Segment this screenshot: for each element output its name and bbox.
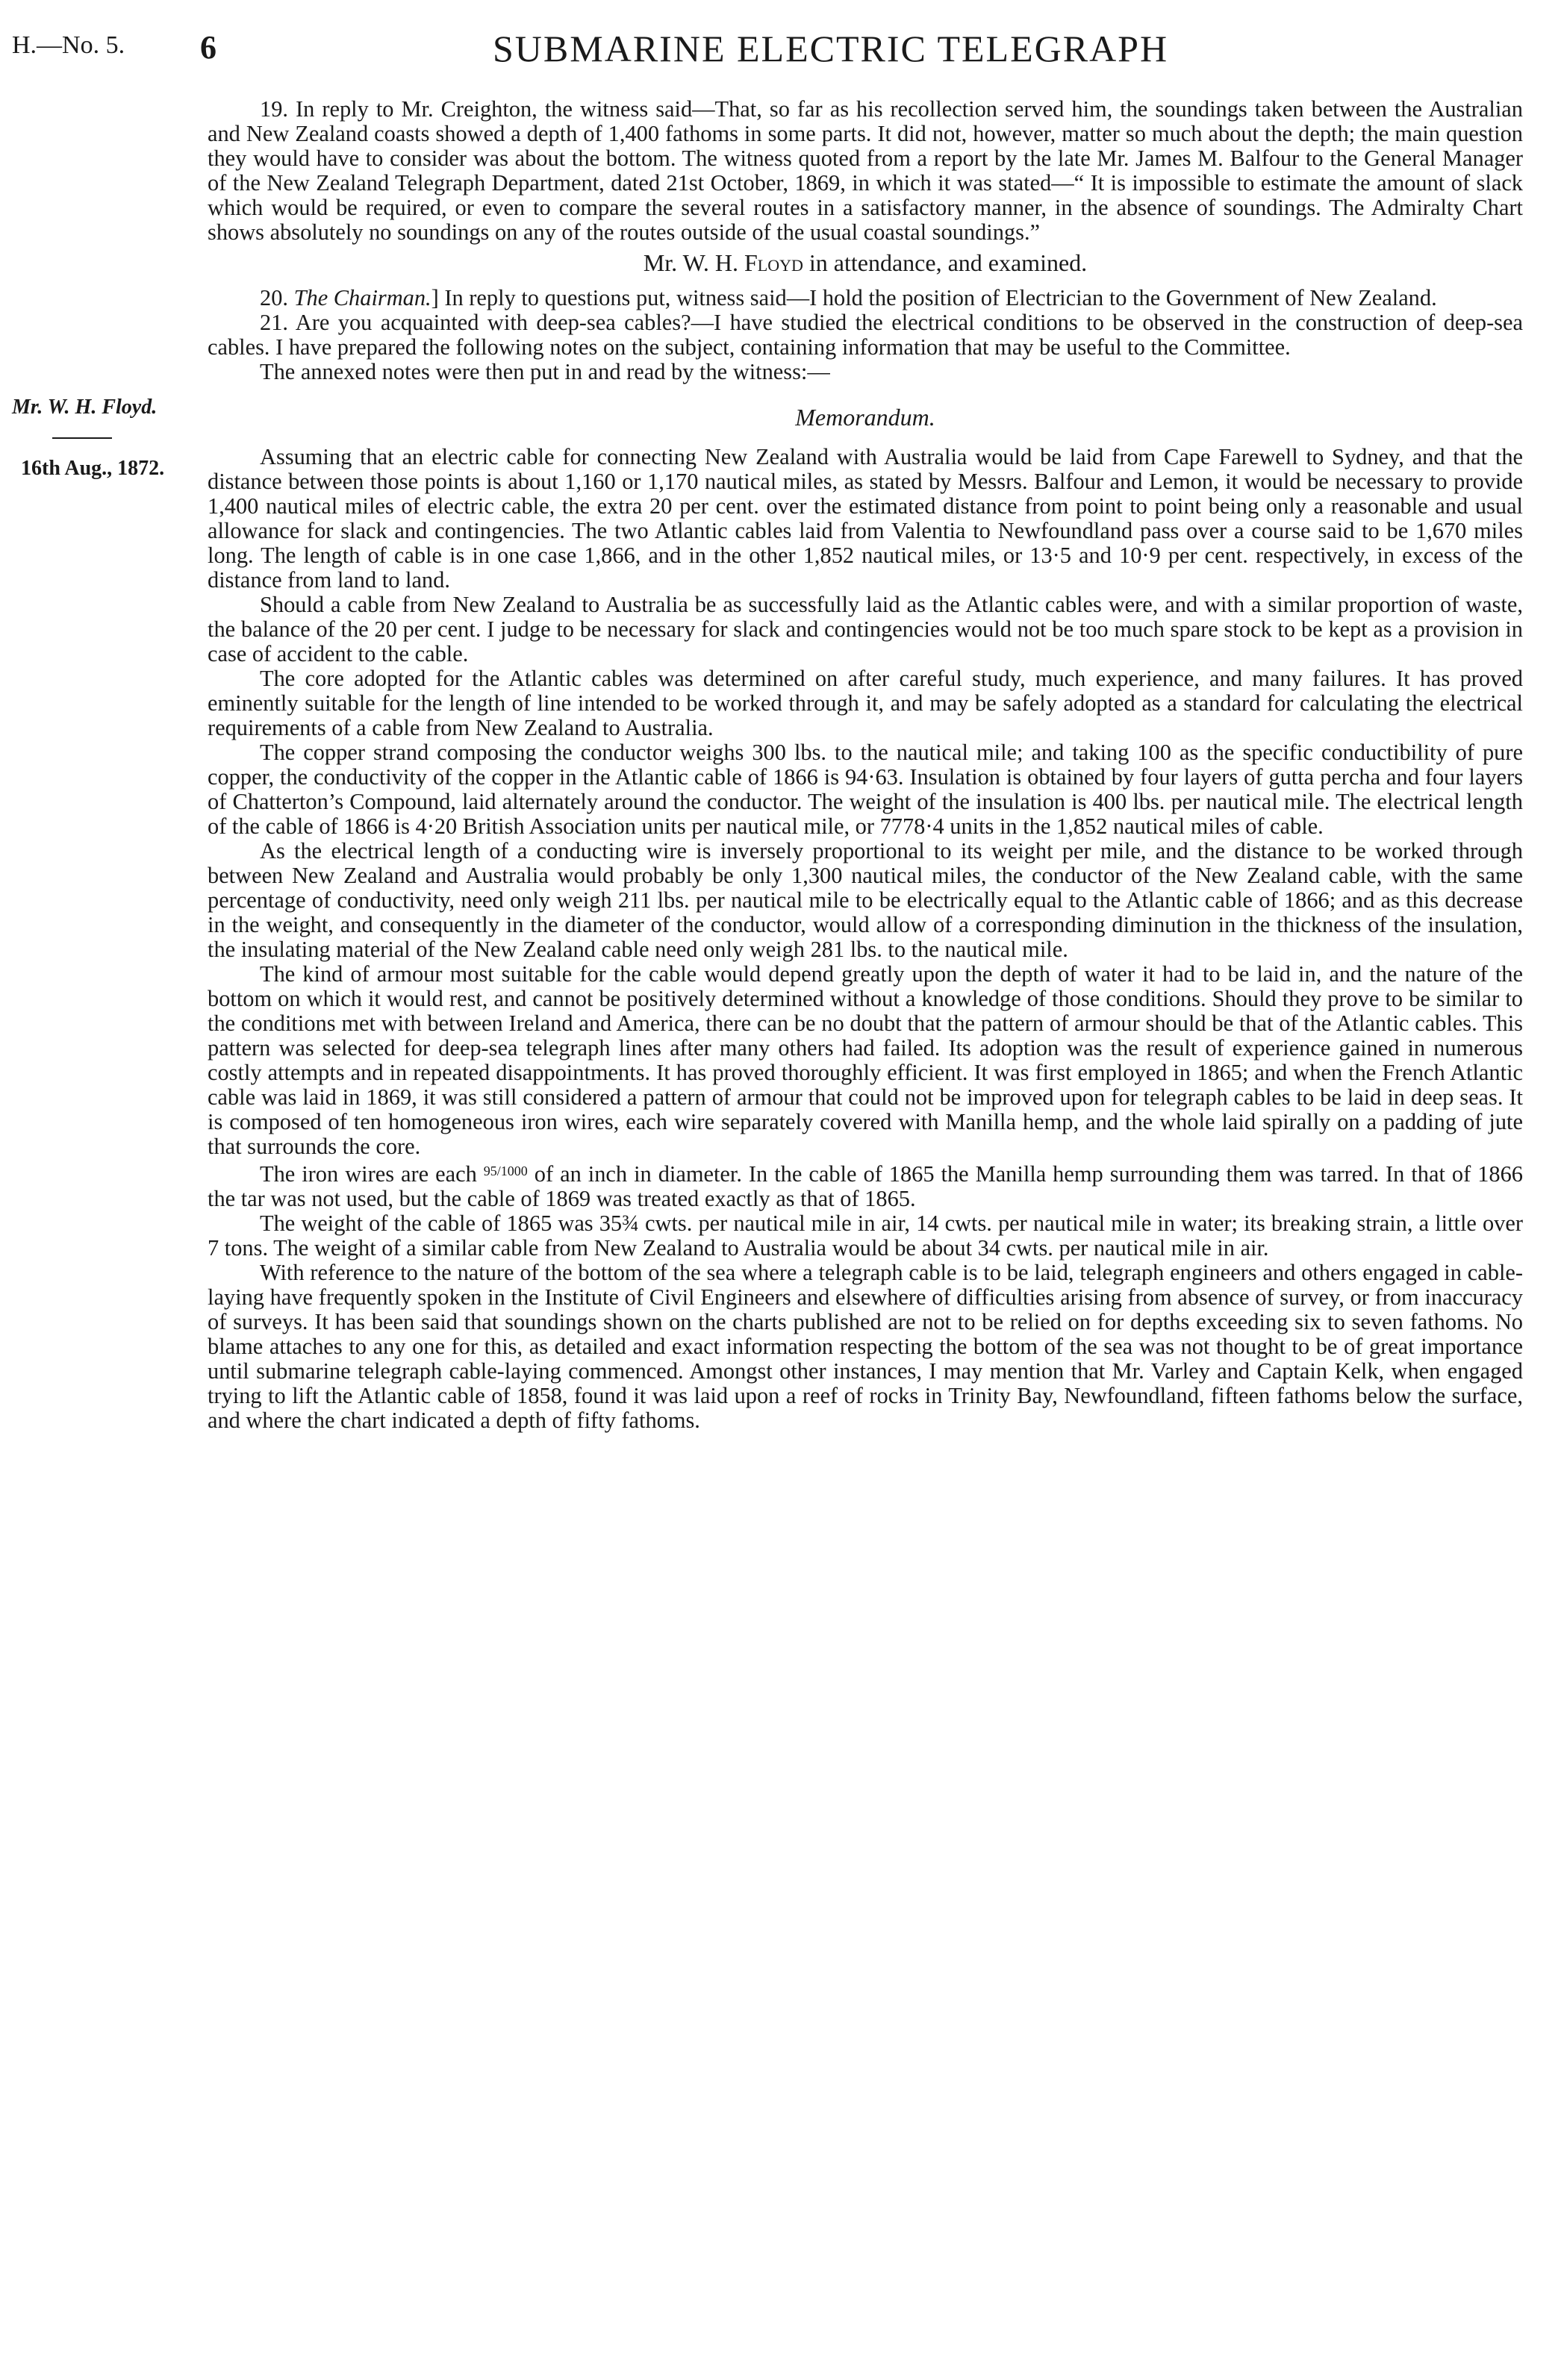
memo-paragraph: As the electrical length of a conducting wire is inversely proportional to its weight per mile, and the distance to be worked through between New Zealand and Australia would probably be only 1,300 nautical miles, the conductor of the New Zealand cable, with the same percentage of conductivity, need only weigh 211 lbs. per nautical mile to be electrically equal to the Atlantic cable of 1866; and as this decrease in the weight, and consequently in the diameter of the conductor, would allow of a corresponding diminution in the thickness of the insulation, the insulating material of the New Zealand cable need only weigh 281 lbs. to the nautical mile. (208, 838, 1523, 962)
paragraph-19: 19. In reply to Mr. Creighton, the witness said—That, so far as his recollection served him, the soundings taken between the Australian and New Zealand coasts showed a depth of 1,400 fathoms in some parts. It did not, however, matter so much about the depth; the main question they would have to consider was about the bottom. The witness quoted from a report by the late Mr. James M. Balfour to the General Manager of the New Zealand Telegraph Department, dated 21st October, 1869, in which it was stated—“ It is impossible to estimate the amount of slack which would be required, or even to compare the several routes in a satisfactory manner, in the absence of soundings. The Admiralty Chart shows absolutely no soundings on any of the routes outside of the usual coastal soundings.” (208, 96, 1523, 245)
attendance-prefix: Mr. W. H. (643, 249, 744, 276)
main-text (208, 97, 1523, 1433)
page-number: 6 (200, 29, 216, 66)
memo-wire-text-start: The iron wires are each (260, 1161, 484, 1187)
margin-date: 16th Aug., 1872. (21, 457, 165, 480)
memo-paragraph: The core adopted for the Atlantic cables was determined on after careful study, much experience, and many failures. It has proved eminently suitable for the length of line intended to be worked through it, and may be safely adopted as a standard for calculating the electrical requirements of a cable from New Zealand to Australia. (208, 666, 1523, 740)
paragraph-20 (208, 286, 1523, 310)
margin-witness-name: Mr. W. H. Floyd. (12, 396, 158, 419)
annexed-notes-line: The annexed notes were then put in and read by the witness:— (260, 359, 830, 384)
memo-paragraph: The kind of armour most suitable for the cable would depend greatly upon the depth of water it had to be laid in, and the nature of the bottom on which it would rest, and cannot be positively determined without a knowledge of those conditions. Should they prove to be similar to the conditions met with between Ireland and America, there can be no doubt that the pattern of armour should be that of the Atlantic cables. This pattern was selected for deep-sea telegraph lines after many others had failed. Its adoption was the result of experience gained in numerous costly attempts and in repeated disappointments. It has proved thoroughly efficient. It was first employed in 1865; and when the French Atlantic cable was laid in 1869, it was still considered a pattern of armour that could not be improved upon for telegraph cables to be laid in deep seas. It is composed of ten homogeneous iron wires, each wire separately covered with Manilla hemp, and the whole laid spirally on a padding of jute that surrounds the core. (208, 961, 1523, 1159)
paragraph-20-number: 20. (260, 285, 294, 310)
paragraph-20-text: ] In reply to questions put, witness said—I hold the position of Electrician to the Government of New Zealand. (431, 285, 1437, 310)
paragraph-20-speaker: The Chairman. (293, 285, 431, 310)
memo-paragraph: Should a cable from New Zealand to Australia be as successfully laid as the Atlantic cables were, and with a similar proportion of waste, the balance of the 20 per cent. I judge to be necessary for slack and contingencies would not be too much spare stock to be kept as a provision in case of accident to the cable. (208, 592, 1523, 666)
attendance-suffix: in attendance, and examined. (803, 249, 1088, 276)
document-reference: H.—No. 5. (12, 31, 125, 59)
margin-divider (52, 437, 112, 439)
memo-paragraph: Assuming that an electric cable for connecting New Zealand with Australia would be laid from Cape Farewell to Sydney, and that the distance between those points is about 1,160 or 1,170 nautical miles, as stated by Messrs. Balfour and Lemon, it would be necessary to provide 1,400 nautical miles of electric cable, the extra 20 per cent. over the estimated distance from point to point being only a reasonable and usual allowance for slack and contingencies. The two Atlantic cables laid from Valentia to Newfoundland pass over a course said to be 1,670 miles long. The length of cable is in one case 1,866, and in the other 1,852 nautical miles, or 13·5 and 10·9 per cent. respectively, in excess of the distance from land to land. (208, 444, 1523, 593)
page-title: SUBMARINE ELECTRIC TELEGRAPH (493, 28, 1169, 69)
attendance-line (208, 251, 1523, 275)
memo-paragraph (208, 1159, 1523, 1211)
memo-paragraph: The copper strand composing the conductor weighs 300 lbs. to the nautical mile; and taking 100 as the specific conductibility of pure copper, the conductivity of the copper in the Atlantic cable of 1866 is 94·63. Insulation is obtained by four layers of gutta percha and four layers of Chatterton’s Compound, laid alternately around the conductor. The weight of the insulation is 400 lbs. per nautical mile. The electrical length of the cable of 1866 is 4·20 British Association units per nautical mile, or 7778·4 units in the 1,852 nautical miles of cable. (208, 740, 1523, 839)
witness-name: Floyd (744, 249, 803, 276)
memo-paragraph: With reference to the nature of the bottom of the sea where a telegraph cable is to be laid, telegraph engineers and others engaged in cable-laying have frequently spoken in the Institute of Civil Engineers and elsewhere of difficulties arising from absence of survey, or from inaccuracy of surveys. It has been said that soundings shown on the charts published are not to be relied on for depths exceeding six to seven fathoms. No blame attaches to any one for this, as detailed and exact information respecting the bottom of the sea was not thought to be of great importance until submarine telegraph cable-laying commenced. Amongst other instances, I may mention that Mr. Varley and Captain Kelk, when engaged trying to lift the Atlantic cable of 1858, found it was laid upon a reef of rocks in Trinity Bay, Newfoundland, fifteen fathoms below the surface, and where the chart indicated a depth of fifty fathoms. (208, 1260, 1523, 1433)
memo-wire-text-end: of an inch in diameter. In the cable of 1865 the Manilla hemp surrounding them was tarred. In that of 1866 the tar was not used, but the cable of 1869 was treated exactly as that of 1865. (208, 1161, 1524, 1211)
paragraph-21: 21. Are you acquainted with deep-sea cables?—I have studied the electrical conditions to be observed in the construction of deep-sea cables. I have prepared the following notes on the subject, containing information that may be useful to the Committee. (208, 310, 1523, 360)
memo-paragraph: The weight of the cable of 1865 was 35¾ cwts. per nautical mile in air, 14 cwts. per nautical mile in water; its breaking strain, a little over 7 tons. The weight of a similar cable from New Zealand to Australia would be about 34 cwts. per nautical mile in air. (208, 1211, 1523, 1261)
wire-diameter-fraction: 95/1000 (483, 1164, 528, 1178)
memorandum-heading: Memorandum. (795, 404, 935, 431)
